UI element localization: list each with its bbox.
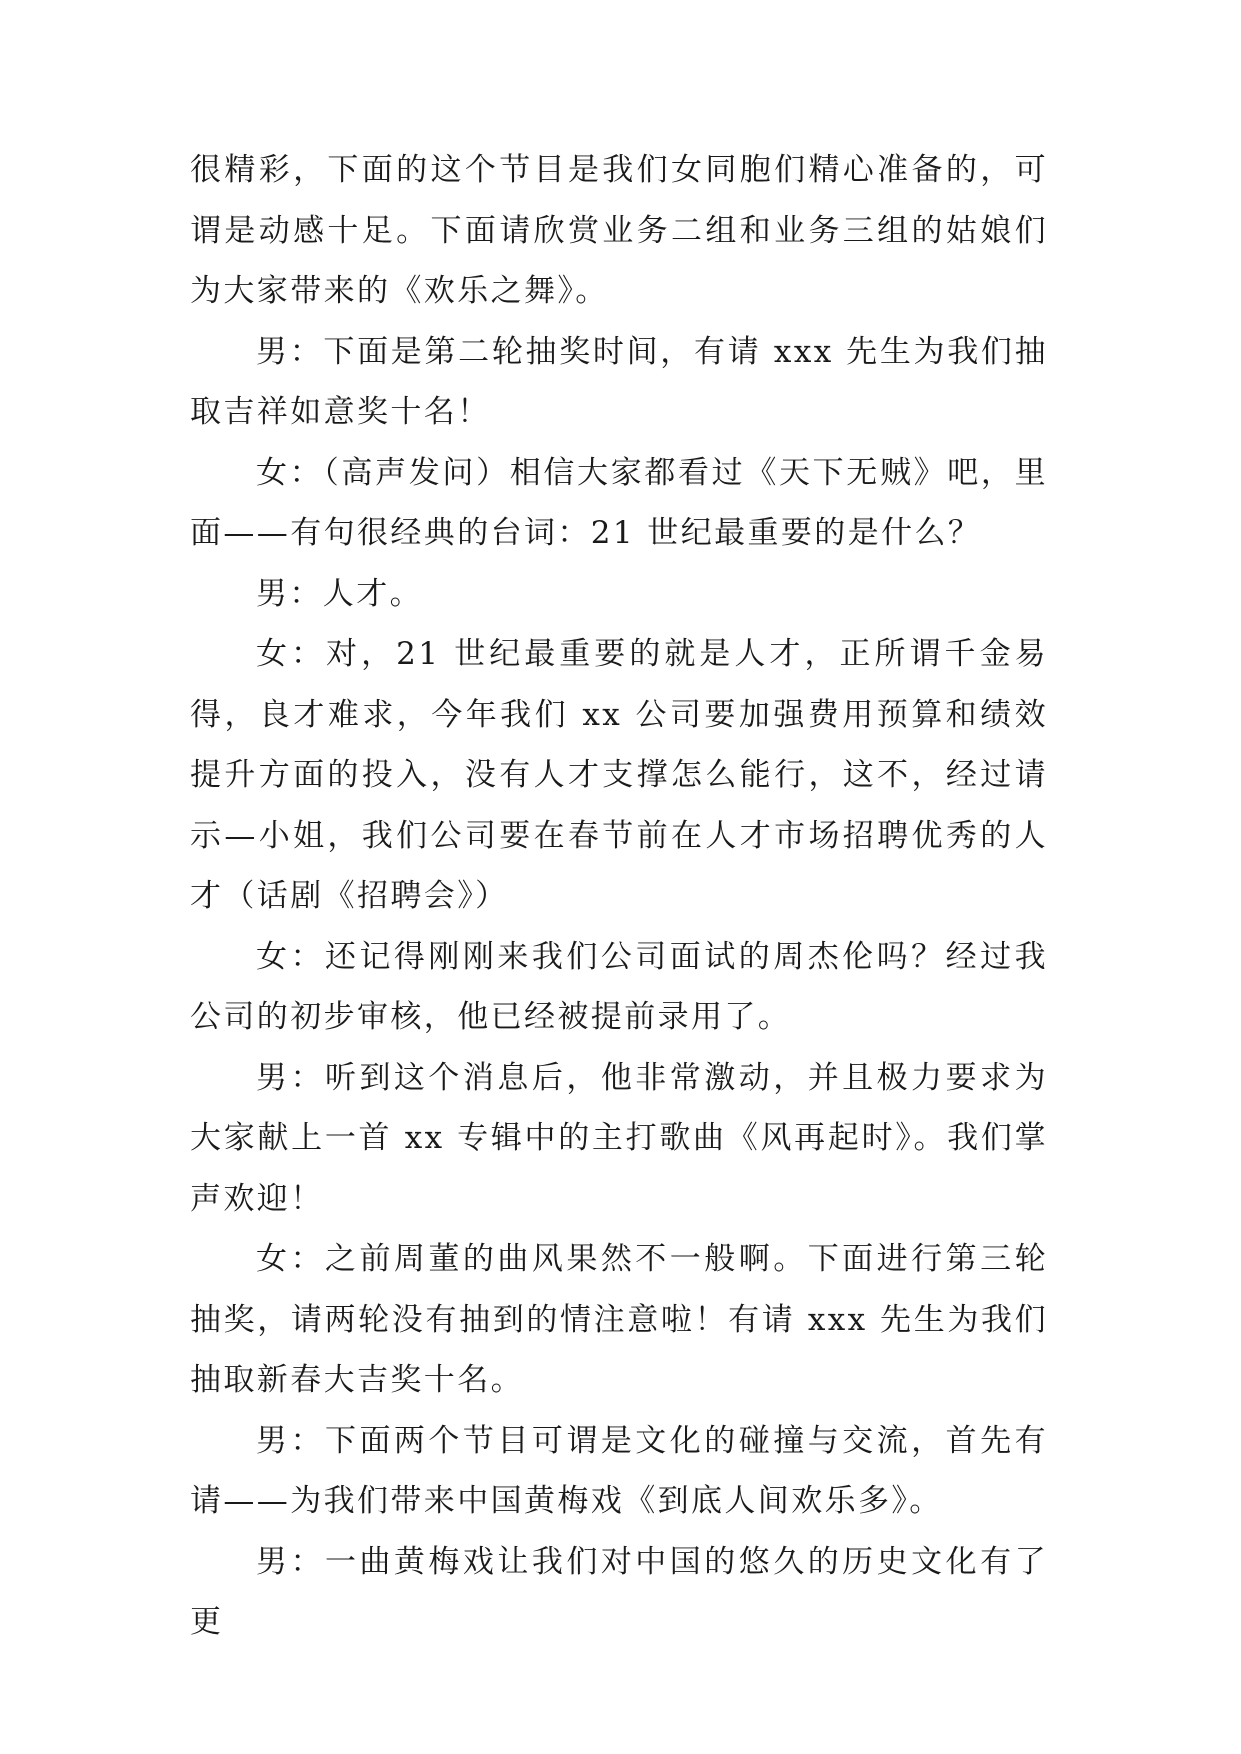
paragraph: 男：人才。 xyxy=(256,575,423,612)
paragraph: 男：一曲黄梅戏让我们对中国的悠久的历史文化有了更 xyxy=(190,1543,1048,1640)
paragraph: 女：之前周董的曲风果然不一般啊。下面进行第三轮抽奖，请两轮没有抽到的情注意啦！有请 xxx 先生为我们抽取新春大吉奖十名。 xyxy=(190,1241,1048,1398)
paragraph: 男：听到这个消息后，他非常激动，并且极力要求为大家献上一首 xx 专辑中的主打歌曲《风再起时》。我们掌声欢迎！ xyxy=(190,1059,1048,1217)
paragraph: 男：下面是第二轮抽奖时间，有请 xxx 先生为我们抽取吉祥如意奖十名！ xyxy=(190,333,1048,430)
paragraph: 男：下面两个节目可谓是文化的碰撞与交流，首先有请——为我们带来中国黄梅戏《到底人间欢乐多》。 xyxy=(190,1422,1048,1519)
paragraph: 很精彩，下面的这个节目是我们女同胞们精心准备的，可谓是动感十足。下面请欣赏业务二组和业务三组的姑娘们为大家带来的《欢乐之舞》。 xyxy=(190,152,1048,309)
paragraph: 女：对，21 世纪最重要的就是人才，正所谓千金易得，良才难求，今年我们 xx 公司要加强费用预算和绩效提升方面的投入，没有人才支撑怎么能行，这不，经过请示—小姐，我们公司要在春节前在人才市场招聘优秀的人才（话剧《招聘会》） xyxy=(190,636,1048,914)
paragraph: 女：（高声发问）相信大家都看过《天下无贼》吧，里面——有句很经典的台词：21 世纪最重要的是什么？ xyxy=(190,454,1048,551)
paragraph: 女：还记得刚刚来我们公司面试的周杰伦吗？经过我公司的初步审核，他已经被提前录用了。 xyxy=(190,938,1048,1035)
document-body xyxy=(190,140,1048,1653)
